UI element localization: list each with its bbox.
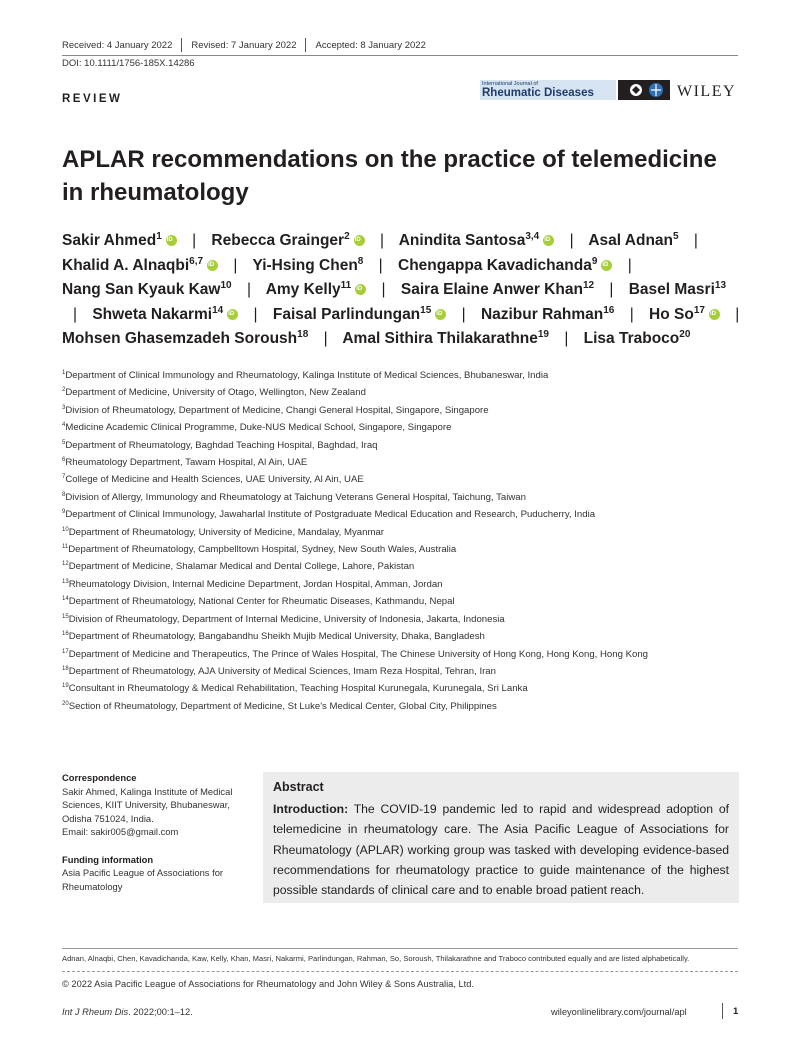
- section-label: REVIEW: [62, 93, 123, 105]
- author-name[interactable]: [401, 281, 594, 298]
- author-name-text: Shweta Nakarmi: [92, 305, 213, 323]
- author-name[interactable]: [211, 232, 364, 249]
- author-name[interactable]: [584, 330, 691, 347]
- author-name[interactable]: [92, 306, 238, 323]
- affiliation-item: [62, 471, 752, 488]
- affiliation-text: Department of Clinical Immunology, Jawaharlal Institute of Postgraduate Medical Education and Research, Puducherry, India: [65, 509, 596, 521]
- affiliation-text: Department of Rheumatology, Bangabandhu Sheikh Mujib Medical University, Dhaka, Bangladesh: [68, 631, 485, 643]
- affiliation-number: 6: [62, 457, 66, 464]
- author-name[interactable]: [62, 257, 218, 274]
- history-separator: [305, 38, 306, 52]
- author-separator: |: [246, 281, 251, 298]
- author-name[interactable]: [62, 281, 232, 298]
- author-separator: |: [378, 256, 383, 274]
- author-separator: |: [735, 305, 740, 323]
- affiliation-number: 3: [62, 404, 66, 411]
- orcid-icon[interactable]: [709, 309, 720, 320]
- author-name[interactable]: [649, 306, 720, 323]
- revised-date: Revised: 7 January 2022: [191, 39, 297, 51]
- author-name[interactable]: [588, 232, 678, 249]
- author-separator: |: [323, 330, 328, 347]
- footnote-rule-dashed: [62, 971, 738, 972]
- affiliation-number: 11: [62, 544, 69, 551]
- author-name-text: Nazibur Rahman: [480, 305, 604, 323]
- author-separator: |: [693, 232, 698, 249]
- author-separator: |: [461, 305, 466, 323]
- affiliation-item: [62, 680, 752, 697]
- affiliation-item: [62, 593, 752, 610]
- contribution-footnote: Adnan, Alnaqbi, Chen, Kavadichanda, Kaw, Kelly, Khan, Masri, Nakarmi, Parlindungan, Rahman, So, Soroush, Thilakarathne and Traboco contributed equally and are listed alphabetically.: [62, 954, 690, 963]
- author-separator: |: [192, 232, 197, 249]
- author-name-text: Sakir Ahmed: [62, 232, 157, 249]
- affiliation-marker: 13: [714, 280, 727, 291]
- author-name[interactable]: [273, 306, 446, 323]
- author-name-text: Nang San Kyauk Kaw: [62, 281, 221, 298]
- affiliation-marker: 14: [212, 304, 224, 316]
- funding-line: Rheumatology: [62, 880, 123, 892]
- affiliation-number: 20: [62, 700, 69, 707]
- citation-details: . 2022;00:1–12.: [128, 1007, 193, 1017]
- abstract-heading: Abstract: [273, 780, 324, 794]
- abstract-body: The COVID-19 pandemic led to rapid and widespread adoption of telemedicine in rheumatology care. The Asia Pacific League of Associations for Rheumatology (APLAR) working group was tasked with developing evidence-based recommendations for rheumatology practice to guide maintenance of the highest possible standards of clinical care and to enable broad patient reach.: [273, 802, 729, 898]
- author-name-text: Faisal Parlindungan: [272, 305, 421, 323]
- author-name-text: Saira Elaine Anwer Khan: [400, 281, 583, 298]
- journal-url-link[interactable]: wileyonlinelibrary.com/journal/apl: [551, 1007, 687, 1017]
- affiliation-number: 8: [62, 491, 66, 498]
- author-name[interactable]: [62, 232, 177, 249]
- affiliation-item: [62, 489, 752, 506]
- article-history: [62, 38, 426, 52]
- author-name[interactable]: [399, 232, 555, 249]
- affiliation-number: 16: [62, 631, 69, 638]
- author-separator: |: [381, 281, 386, 298]
- author-name-text: Amal Sithira Thilakarathne: [342, 330, 538, 347]
- correspondence-heading: Correspondence: [62, 772, 137, 783]
- author-name[interactable]: [481, 306, 614, 323]
- author-name-text: Basel Masri: [628, 281, 715, 298]
- affiliation-number: 14: [62, 596, 69, 603]
- affiliation-item: [62, 506, 752, 523]
- aplar-logo-icon: [618, 80, 670, 100]
- author-name-text: Asal Adnan: [588, 232, 674, 249]
- affiliation-number: 5: [62, 439, 66, 446]
- affiliation-number: 13: [62, 578, 69, 585]
- affiliation-text: Medicine Academic Clinical Programme, Duke-NUS Medical School, Singapore, Singapore: [65, 422, 452, 434]
- correspondence-line: Sakir Ahmed, Kalinga Institute of Medical: [62, 785, 233, 797]
- affiliation-list: [62, 367, 752, 715]
- affiliation-number: 7: [62, 474, 66, 481]
- affiliation-item: [62, 524, 752, 541]
- author-name-text: Anindita Santosa: [398, 232, 526, 249]
- journal-logo-subtitle: International Journal of: [482, 81, 538, 87]
- author-separator: |: [627, 256, 632, 274]
- correspondence-line: Odisha 751024, India.: [62, 812, 154, 824]
- affiliation-number: 4: [62, 422, 66, 429]
- affiliation-number: 10: [62, 526, 69, 533]
- affiliation-text: Department of Medicine, University of Otago, Wellington, New Zealand: [65, 387, 366, 399]
- author-name-text: Rebecca Grainger: [211, 232, 345, 249]
- affiliation-marker: 17: [693, 304, 705, 316]
- affiliation-item: [62, 576, 752, 593]
- affiliation-item: [62, 384, 752, 401]
- footnote-rule: [62, 948, 738, 949]
- affiliation-number: 1: [62, 370, 66, 376]
- affiliation-item: [62, 628, 752, 645]
- affiliation-text: Division of Allergy, Immunology and Rheumatology at Taichung Veterans General Hospital, Taichung, Taiwan: [65, 491, 526, 503]
- page-number: 1: [733, 1006, 739, 1017]
- affiliation-marker: 8: [357, 255, 364, 267]
- affiliation-marker: 9: [591, 255, 598, 267]
- correspondence-column: [62, 771, 252, 893]
- author-separator: |: [569, 232, 574, 249]
- affiliation-marker: 6,7: [189, 255, 204, 267]
- affiliation-marker: 3,4: [525, 231, 540, 242]
- affiliation-text: Department of Clinical Immunology and Rheumatology, Kalinga Institute of Medical Sciences, Bhubaneswar, India: [65, 370, 549, 381]
- doi-link[interactable]: DOI: 10.1111/1756-185X.14286: [62, 58, 195, 69]
- affiliation-text: College of Medicine and Health Sciences, UAE University, Al Ain, UAE: [65, 474, 364, 486]
- author-separator: |: [233, 256, 238, 274]
- orcid-icon[interactable]: [207, 260, 218, 271]
- author-name-text: Amy Kelly: [265, 281, 341, 298]
- journal-abbreviation: Int J Rheum Dis: [62, 1007, 129, 1017]
- affiliation-marker: 19: [537, 329, 549, 340]
- author-separator: |: [73, 305, 78, 323]
- affiliation-text: Department of Rheumatology, Baghdad Teaching Hospital, Baghdad, Iraq: [65, 439, 378, 451]
- affiliation-text: Department of Rheumatology, Campbelltown Hospital, Sydney, New South Wales, Australia: [68, 544, 457, 556]
- publisher-logo: WILEY: [677, 83, 737, 100]
- author-list: [62, 229, 752, 352]
- affiliation-text: Department of Rheumatology, National Center for Rheumatic Diseases, Kathmandu, Nepal: [68, 596, 455, 608]
- orcid-icon[interactable]: [543, 235, 554, 246]
- affiliation-marker: 15: [420, 304, 432, 316]
- affiliation-marker: 12: [582, 280, 595, 291]
- affiliation-item: [62, 698, 752, 715]
- spacer: [62, 839, 252, 853]
- affiliation-item: [62, 402, 752, 419]
- orcid-icon[interactable]: [354, 235, 365, 246]
- abstract-text: [273, 799, 729, 900]
- affiliation-text: Department of Rheumatology, University of Medicine, Mandalay, Myanmar: [68, 526, 384, 538]
- accepted-date: Accepted: 8 January 2022: [315, 39, 426, 51]
- orcid-icon[interactable]: [435, 309, 446, 320]
- author-name[interactable]: [62, 330, 308, 347]
- affiliation-text: Department of Medicine, Shalamar Medical and Dental College, Lahore, Pakistan: [68, 561, 415, 573]
- author-name[interactable]: [398, 257, 612, 274]
- author-name[interactable]: [266, 281, 367, 298]
- affiliation-text: Section of Rheumatology, Department of Medicine, St Luke's Medical Center, Global City, Philippines: [68, 700, 497, 712]
- affiliation-marker: 5: [673, 231, 679, 242]
- author-name-text: Mohsen Ghasemzadeh Soroush: [62, 330, 298, 347]
- author-separator: |: [629, 305, 634, 323]
- affiliation-number: 15: [62, 613, 69, 620]
- funding-line: Asia Pacific League of Associations for: [62, 867, 224, 878]
- affiliation-marker: 16: [603, 304, 615, 316]
- author-name[interactable]: [342, 330, 549, 347]
- author-name-text: Khalid A. Alnaqbi: [62, 256, 190, 274]
- affiliation-number: 12: [62, 561, 69, 568]
- affiliation-marker: 10: [220, 280, 232, 291]
- affiliation-marker: 18: [297, 329, 309, 340]
- affiliation-text: Department of Medicine and Therapeutics, The Prince of Wales Hospital, The Chinese University of Hong Kong, Hong Kong, Hong Kong: [68, 648, 649, 660]
- affiliation-number: 2: [62, 387, 66, 394]
- copyright-notice: © 2022 Asia Pacific League of Associations for Rheumatology and John Wiley & Sons Australia, Ltd.: [62, 979, 475, 989]
- affiliation-text: Division of Rheumatology, Department of Internal Medicine, University of Indonesia, Jakarta, Indonesia: [68, 613, 505, 625]
- funding-heading: Funding information: [62, 853, 154, 865]
- author-separator: |: [609, 281, 614, 298]
- orcid-icon[interactable]: [601, 260, 612, 271]
- author-name-text: Yi-Hsing Chen: [252, 256, 358, 274]
- affiliation-text: Rheumatology Department, Tawam Hospital, Al Ain, UAE: [65, 457, 308, 469]
- affiliation-number: 9: [62, 509, 66, 516]
- affiliation-item: [62, 663, 752, 680]
- author-name-text: Chengappa Kavadichanda: [398, 256, 592, 274]
- orcid-icon[interactable]: [227, 309, 238, 320]
- affiliation-text: Consultant in Rheumatology & Medical Rehabilitation, Teaching Hospital Kurunegala, Kurunegala, Sri Lanka: [68, 683, 528, 695]
- journal-logo-title: Rheumatic Diseases: [482, 87, 594, 99]
- affiliation-item: [62, 367, 752, 384]
- correspondence-line: Sciences, KIIT University, Bhubaneswar,: [62, 799, 230, 810]
- affiliation-marker: 11: [340, 280, 352, 291]
- affiliation-item: [62, 611, 752, 628]
- footer-divider: [722, 1003, 723, 1019]
- affiliation-item: [62, 558, 752, 575]
- affiliation-text: Department of Rheumatology, AJA University of Medical Sciences, Imam Reza Hospital, Tehran, Iran: [68, 665, 496, 677]
- affiliation-number: 19: [62, 683, 69, 690]
- affiliation-marker: 2: [344, 231, 350, 242]
- correspondence-email[interactable]: Email: sakir005@gmail.com: [62, 826, 179, 837]
- orcid-icon[interactable]: [166, 235, 177, 246]
- affiliation-marker: 20: [679, 329, 691, 340]
- history-separator: [181, 38, 182, 52]
- author-separator: |: [253, 305, 258, 323]
- article-title: APLAR recommendations on the practice of telemedicine in rheumatology: [62, 146, 717, 206]
- header-rule: [62, 55, 738, 56]
- affiliation-text: Rheumatology Division, Internal Medicine Department, Jordan Hospital, Amman, Jordan: [68, 578, 443, 590]
- author-name-text: Lisa Traboco: [583, 330, 680, 347]
- affiliation-item: [62, 646, 752, 663]
- author-name-text: Ho So: [649, 305, 694, 323]
- abstract-section-label: Introduction:: [273, 802, 349, 816]
- author-separator: |: [564, 330, 569, 347]
- author-name[interactable]: [252, 257, 363, 274]
- orcid-icon[interactable]: [355, 284, 366, 295]
- affiliation-item: [62, 437, 752, 454]
- received-date: Received: 4 January 2022: [62, 39, 173, 51]
- affiliation-marker: 1: [156, 231, 162, 242]
- affiliation-text: Division of Rheumatology, Department of Medicine, Changi General Hospital, Singapore, Singapore: [65, 404, 489, 416]
- citation-line: [62, 1007, 193, 1017]
- affiliation-number: 17: [62, 648, 69, 655]
- affiliation-item: [62, 454, 752, 471]
- affiliation-item: [62, 541, 752, 558]
- author-separator: |: [379, 232, 384, 249]
- affiliation-number: 18: [62, 665, 69, 672]
- author-name[interactable]: [629, 281, 726, 298]
- affiliation-item: [62, 419, 752, 436]
